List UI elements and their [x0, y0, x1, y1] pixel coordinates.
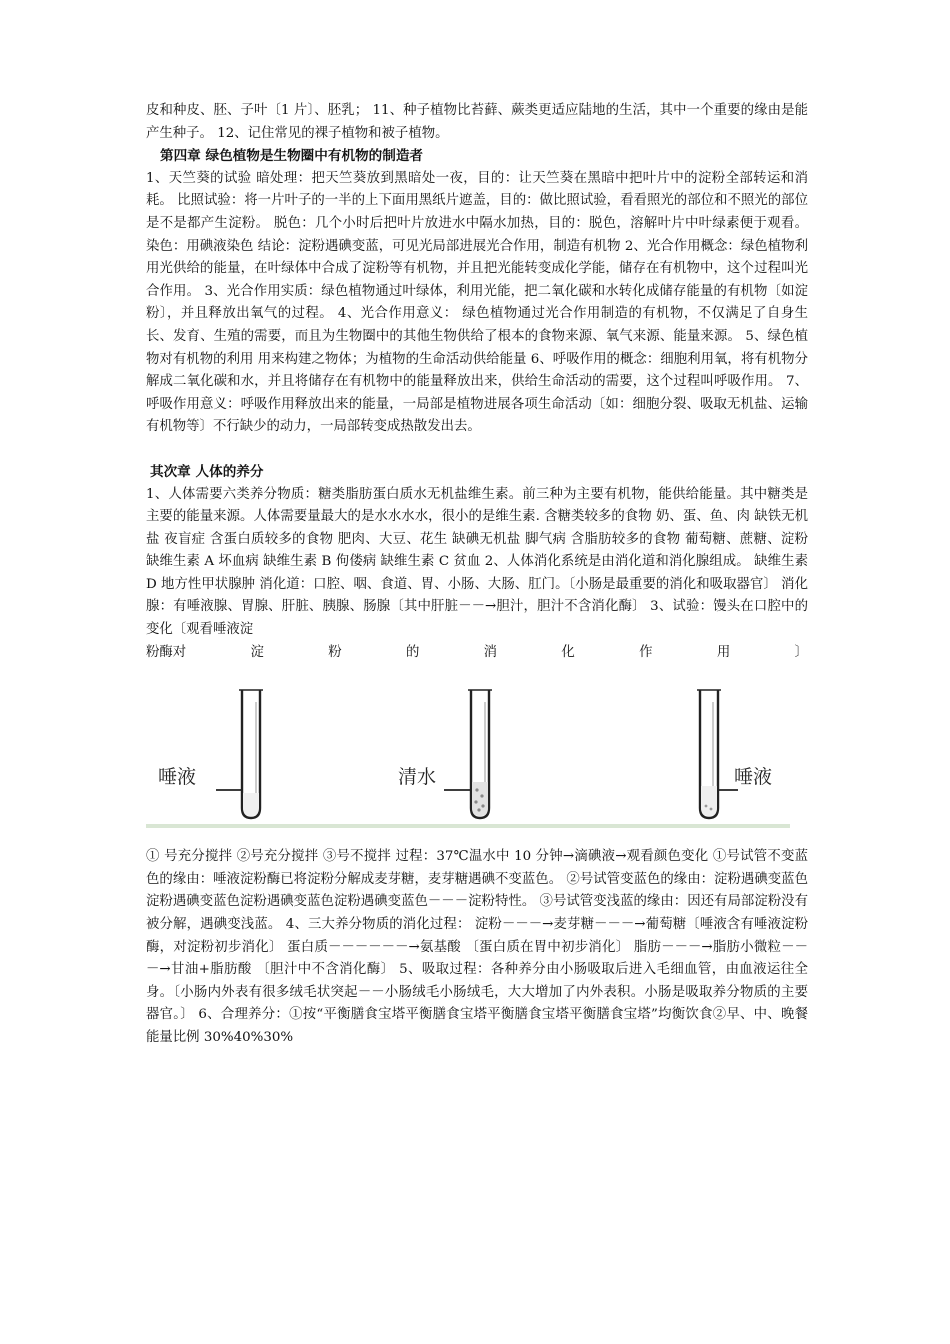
last-line-word: 淀	[250, 644, 264, 660]
last-line-word: 的	[405, 644, 420, 660]
intro-paragraph: 皮和种皮、胚、子叶〔1 片〕、胚乳； 11、种子植物比苔藓、蕨类更适应陆地的生活，其中一个重要的缘由是能产生种子。 12、记住常见的裸子植物和被子植物。	[146, 103, 808, 141]
chapter4-heading: 第四章 绿色植物是生物圈中有机物的制造者	[160, 148, 424, 165]
test-tube-3	[697, 690, 738, 818]
test-tube-illustration	[146, 678, 808, 828]
last-line-word: 用	[716, 644, 731, 660]
chapter4-paragraph: 1、天竺葵的试验 暗处理：把天竺葵放到黑暗处一夜，目的：让天竺葵在黑暗中把叶片中的淀粉全部转运和消耗。 比照试验：将一片叶子的一半的上下面用黑纸片遮盖，目的：做比照试验，看看照光的部位和不照光的部位是不是都产生淀粉。 脱色：几个小时后把叶片放进水中隔水加热，目的：脱色，溶解叶片中叶绿素便于观看。 染色：用碘液染色 结论：淀粉遇碘变蓝，可见光局部进展光合作用，制造有机物 2、光合作用概念：绿色植物利用光供给的能量，在叶绿体中合成了淀粉等有机物，并且把光能转变成化学能，储存在有机物中，这个过程叫光合作用。 3、光合作用实质：绿色植物通过叶绿体，利用光能，把二氧化碳和水转化成储存能量的有机物〔如淀粉〕，并且释放出氧气的过程。 4、光合作用意义： 绿色植物通过光合作用制造的有机物，不仅满足了自身生长、发育、生殖的需要，而且为生物圈中的其他生物供给了根本的食物来源、氧气来源、能量来源。 5、绿色植物对有机物的利用 用来构建之物体；为植物的生命活动供给能量 6、呼吸作用的概念：细胞利用氧，将有机物分解成二氧化碳和水，并且将储存在有机物中的能量释放出来，供给生命活动的需要，这个过程叫呼吸作用。 7、呼吸作用意义：呼吸作用释放出来的能量，一局部是植物进展各项生命活动〔如：细胞分裂、吸取无机盐、运输有机物等〕不行缺少的动力，一局部转变成热散发出去。	[146, 170, 808, 435]
figure-base-bar	[146, 824, 790, 828]
tube-2-label: 清水	[398, 766, 437, 789]
test-tube-2	[444, 690, 492, 818]
last-line-word: 粉酶对	[146, 644, 187, 660]
document-page	[146, 100, 808, 1050]
last-line-word: 消	[483, 644, 498, 660]
chapter2-paragraph: 1、人体需要六类养分物质：糖类脂肪蛋白质水无机盐维生素。前三种为主要有机物，能供给能量。其中糖类是主要的能量来源。人体需要量最大的是水水水水，很小的是维生素. 含糖类较多的食物 奶、蛋、鱼、肉 缺铁无机盐 夜盲症 含蛋白质较多的食物 肥肉、大豆、花生 缺碘无机盐 脚气病 含脂肪较多的食物 葡萄糖、蔗糖、淀粉 缺维生素 A 坏血病 缺维生素 B 佝偻病 缺维生素 C 贫血 2、人体消化系统是由消化道和消化腺组成。 缺维生素 D 地方性甲状腺肿 消化道：口腔、咽、食道、胃、小肠、大肠、肛门。〔小肠是最重要的消化和吸取器官〕 消化腺：有唾液腺、胃腺、肝脏、胰腺、肠腺〔其中肝脏－－→胆汁，胆汁不含消化酶〕 3、试验：馒头在口腔中的变化〔观看唾液淀	[146, 486, 808, 638]
last-line-word: 化	[561, 644, 575, 660]
tube-1-label: 唾液	[158, 766, 197, 789]
chapter2-heading: 其次章 人体的养分	[150, 463, 264, 480]
tube-3-label: 唾液	[734, 766, 773, 789]
after-figure-paragraph: ① 号充分搅拌 ②号充分搅拌 ③号不搅拌 过程：37℃温水中 10 分钟→滴碘液→观看颜色变化 ①号试管不变蓝色的缘由：唾液淀粉酶已将淀粉分解成麦芽糖，麦芽糖遇碘不变蓝色。 ②号试管变蓝色的缘由：淀粉遇碘变蓝色淀粉遇碘变蓝色淀粉遇碘变蓝色淀粉遇碘变蓝色－－－淀粉特性。 ③号试管变浅蓝的缘由：因还有局部淀粉没有被分解，遇碘变浅蓝。 4、三大养分物质的消化过程： 淀粉－－－→麦芽糖－－－→葡萄糖〔唾液含有唾液淀粉酶，对淀粉初步消化〕 蛋白质－－－－－－→氨基酸 〔蛋白质在胃中初步消化〕 脂肪－－－→脂肪小微粒－－－→甘油+脂肪酸 〔胆汁中不含消化酶〕 5、吸取过程：各种养分由小肠吸取后进入毛细血管，由血液运往全身。〔小肠内外表有很多绒毛状突起－－小肠绒毛小肠绒毛，大大增加了内外表积。小肠是吸取养分物质的主要器官。〕 6、合理养分：①按“平衡膳食宝塔平衡膳食宝塔平衡膳食宝塔平衡膳食宝塔”均衡饮食②早、中、晚餐能量比例 30%40%30%	[146, 849, 808, 1045]
test-tube-figure	[146, 678, 808, 828]
last-line-word: 粉	[328, 644, 342, 660]
last-line-word: 作	[639, 644, 653, 660]
test-tube-1	[216, 690, 263, 818]
last-line-word: 〕	[794, 644, 808, 660]
chapter2-last-line	[146, 642, 808, 665]
